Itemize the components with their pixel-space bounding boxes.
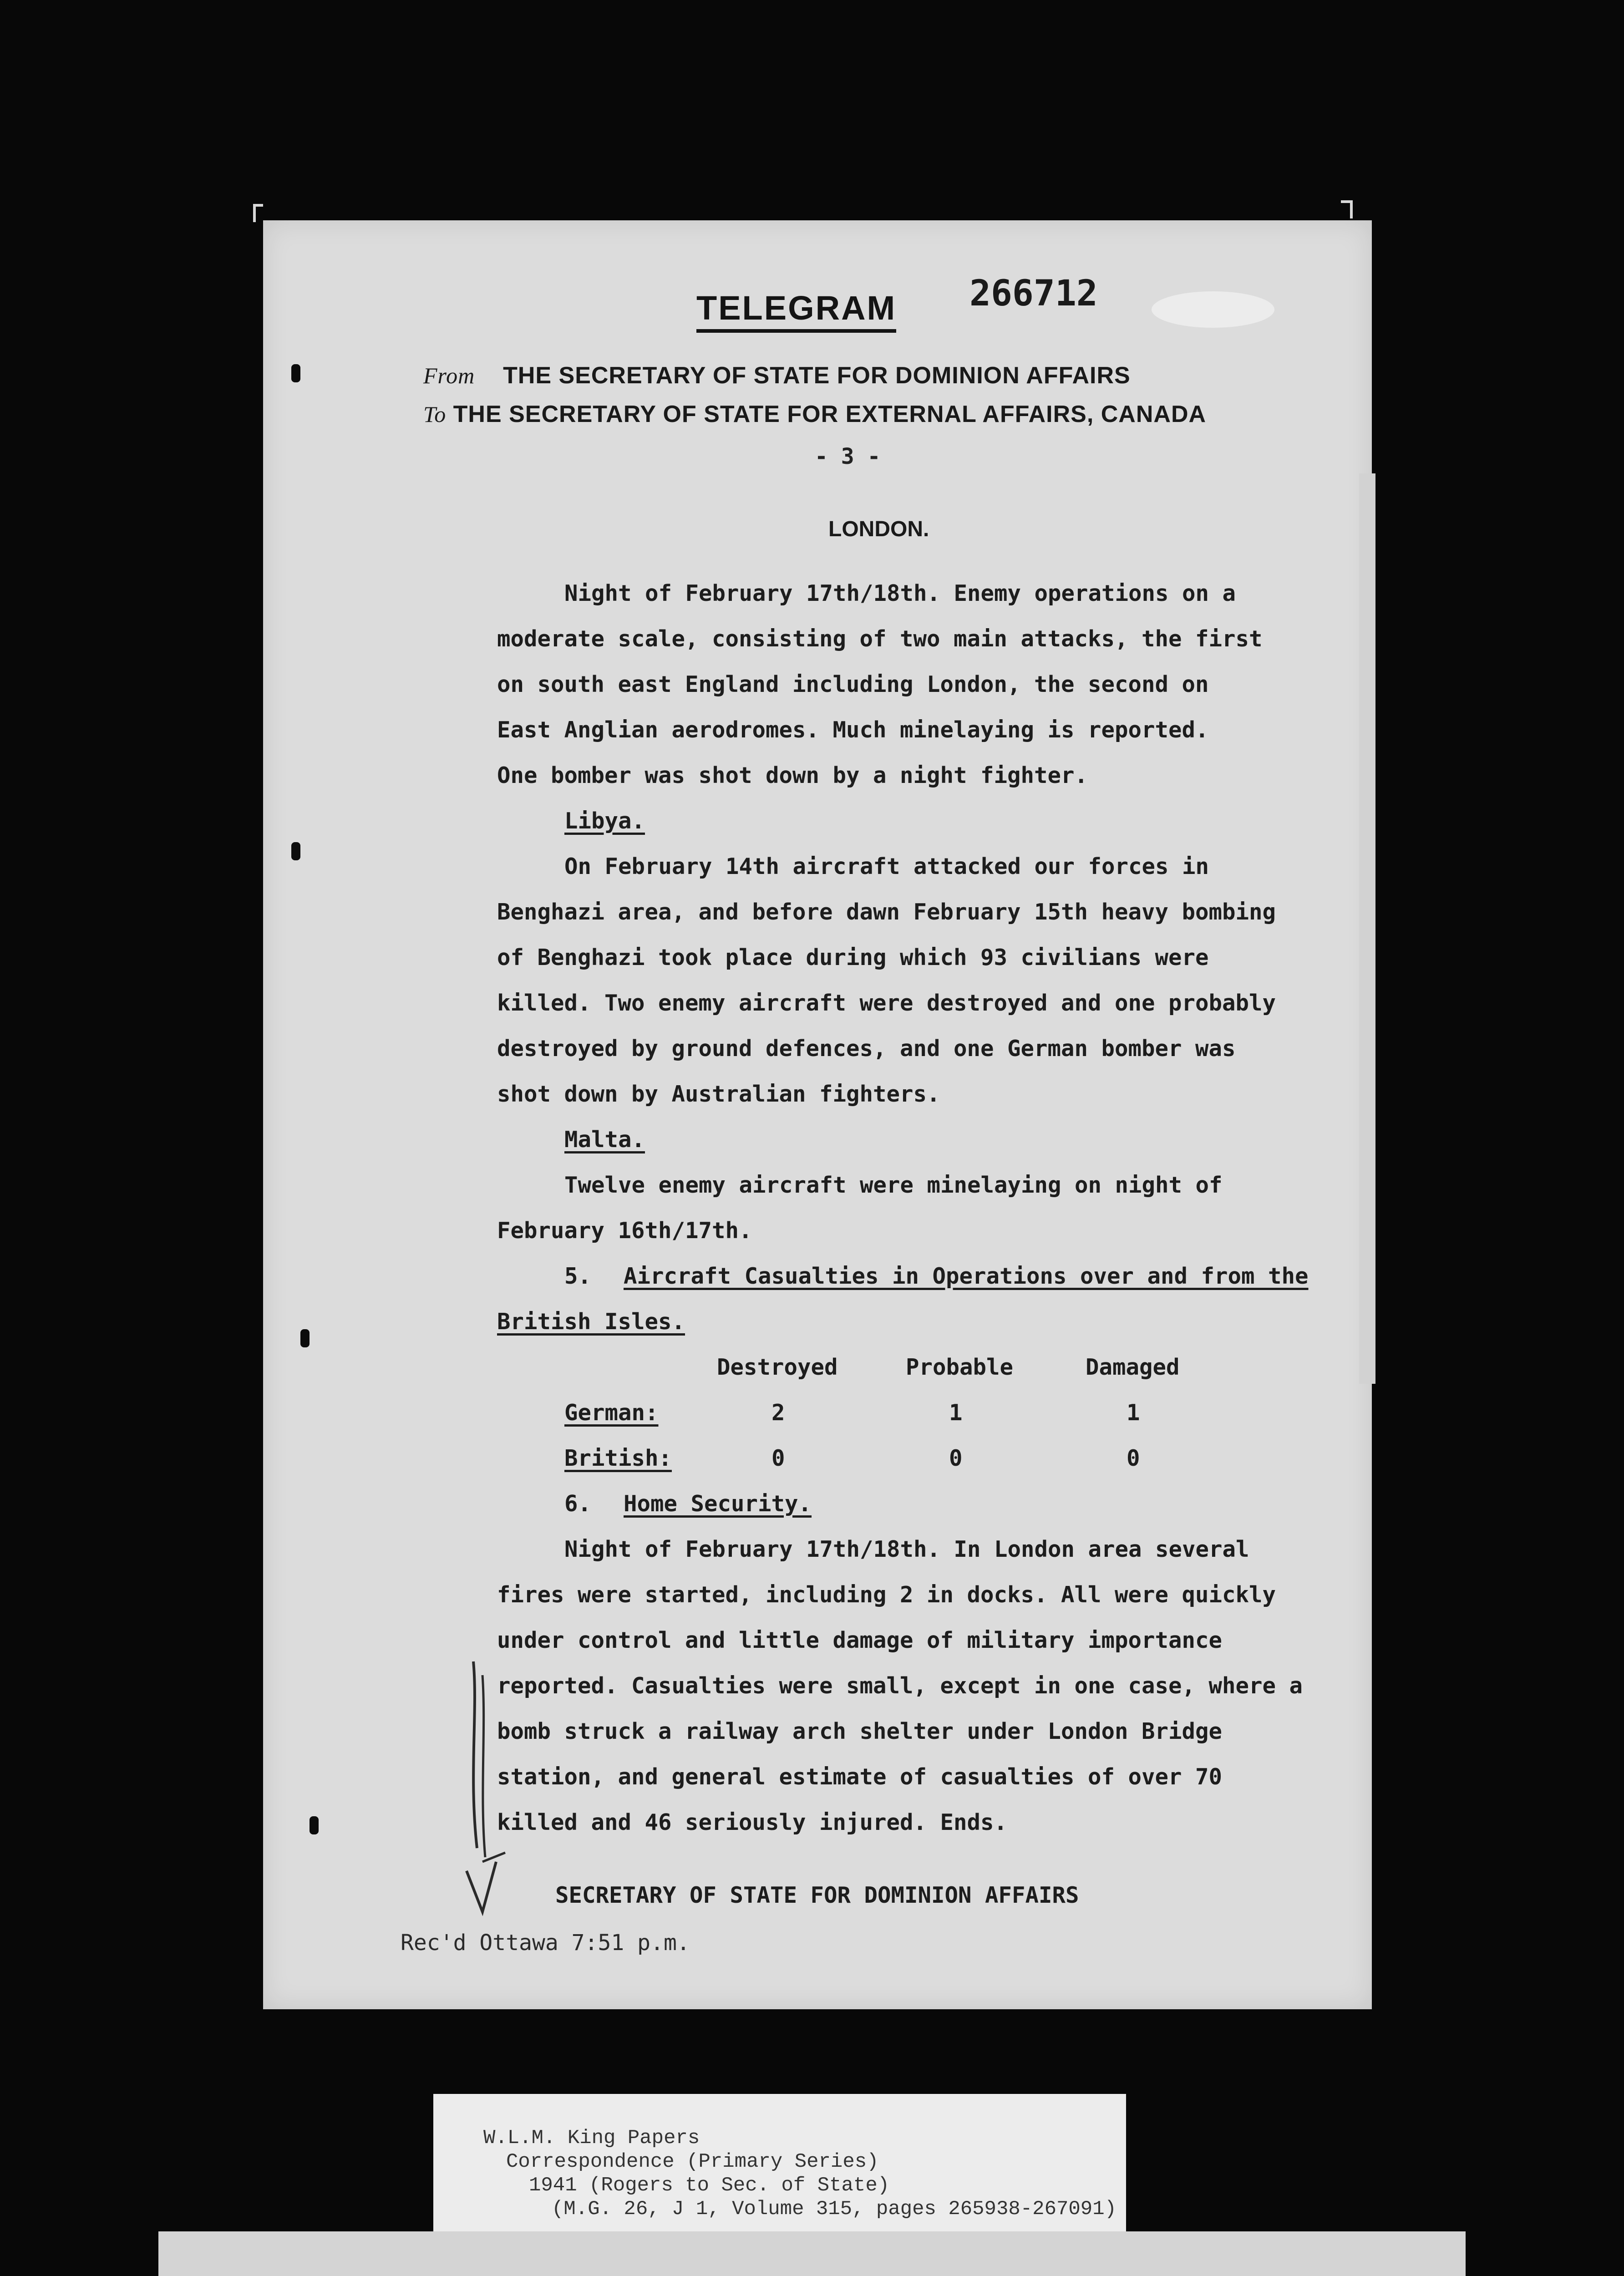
libya-line: On February 14th aircraft attacked our forces in	[564, 854, 1209, 879]
table-cell: 1	[1127, 1400, 1140, 1426]
received-note: Rec'd Ottawa 7:51 p.m.	[401, 1930, 690, 1956]
body-line: on south east England including London, the second on	[497, 671, 1209, 697]
from-prefix: From	[423, 363, 475, 388]
libya-line: Benghazi area, and before dawn February 15th heavy bombing	[497, 899, 1276, 925]
table-header-destroyed: Destroyed	[717, 1354, 838, 1380]
crop-mark-top-right	[1350, 200, 1353, 218]
section6-line: Night of February 17th/18th. In London area several	[564, 1536, 1249, 1562]
punch-hole	[291, 364, 300, 382]
punch-hole	[310, 1816, 319, 1834]
section6-line: bomb struck a railway arch shelter under London Bridge	[497, 1718, 1223, 1744]
section6-line: under control and little damage of military importance	[497, 1627, 1223, 1653]
margin-mark-icon	[464, 1657, 514, 1921]
malta-line: Twelve enemy aircraft were minelaying on night of	[564, 1172, 1223, 1198]
archive-stamp	[158, 2231, 1466, 2276]
to-line	[423, 401, 1206, 428]
table-cell: 1	[949, 1400, 963, 1426]
libya-heading: Libya.	[564, 808, 645, 834]
body-line: Night of February 17th/18th. Enemy operations on a	[564, 580, 1236, 606]
telegram-number: 266712	[969, 273, 1098, 314]
libya-line: shot down by Australian fighters.	[497, 1081, 940, 1107]
crop-mark-top-left-h	[253, 204, 263, 207]
section6-line: fires were started, including 2 in docks. All were quickly	[497, 1582, 1276, 1608]
label-line: 1941 (Rogers to Sec. of State)	[529, 2174, 890, 2197]
table-row-label: British:	[564, 1445, 672, 1471]
section6-line: station, and general estimate of casualties of over 70	[497, 1764, 1223, 1790]
to-prefix: To	[423, 401, 447, 427]
body-line: East Anglian aerodromes. Much minelaying is reported.	[497, 717, 1209, 743]
signature: SECRETARY OF STATE FOR DOMINION AFFAIRS	[555, 1882, 1079, 1908]
label-line: Correspondence (Primary Series)	[506, 2150, 879, 2173]
sheet-edge	[1359, 473, 1375, 1384]
libya-line: destroyed by ground defences, and one German bomber was	[497, 1036, 1236, 1062]
body-line: moderate scale, consisting of two main attacks, the first	[497, 626, 1263, 652]
crop-mark-top-right-h	[1341, 200, 1351, 203]
from-text: THE SECRETARY OF STATE FOR DOMINION AFFAIRS	[503, 362, 1131, 389]
libya-line: killed. Two enemy aircraft were destroyed and one probably	[497, 990, 1276, 1016]
label-line: (M.G. 26, J 1, Volume 315, pages 265938-267091)	[552, 2198, 1117, 2220]
section6-line: killed and 46 seriously injured. Ends.	[497, 1809, 1008, 1835]
table-cell: 0	[1127, 1445, 1140, 1471]
from-line	[423, 362, 1131, 389]
section6-number: 6.	[564, 1491, 592, 1517]
table-cell: 0	[949, 1445, 963, 1471]
section6-heading: Home Security.	[624, 1491, 812, 1517]
to-text: THE SECRETARY OF STATE FOR EXTERNAL AFFAIRS, CANADA	[453, 401, 1207, 427]
table-cell: 2	[771, 1400, 785, 1426]
section5-number: 5.	[564, 1263, 592, 1289]
section5-heading: Aircraft Casualties in Operations over and from the	[624, 1263, 1309, 1289]
paper-smudge	[1152, 291, 1274, 328]
malta-heading: Malta.	[564, 1127, 645, 1153]
label-line: W.L.M. King Papers	[483, 2127, 700, 2149]
libya-line: of Benghazi took place during which 93 civilians were	[497, 945, 1209, 970]
punch-hole	[300, 1329, 310, 1347]
section5-heading-cont: British Isles.	[497, 1309, 685, 1335]
page-number: - 3 -	[815, 444, 881, 469]
table-header-probable: Probable	[906, 1354, 1014, 1380]
table-header-damaged: Damaged	[1086, 1354, 1180, 1380]
punch-hole	[291, 842, 300, 860]
table-cell: 0	[771, 1445, 785, 1471]
body-line: One bomber was shot down by a night fighter.	[497, 762, 1088, 788]
crop-mark-top-left	[253, 204, 256, 222]
section6-line: reported. Casualties were small, except in one case, where a	[497, 1673, 1303, 1699]
table-row-label: German:	[564, 1400, 659, 1426]
telegram-title: TELEGRAM	[696, 289, 896, 333]
location: LONDON.	[828, 517, 929, 541]
malta-line: February 16th/17th.	[497, 1218, 752, 1244]
